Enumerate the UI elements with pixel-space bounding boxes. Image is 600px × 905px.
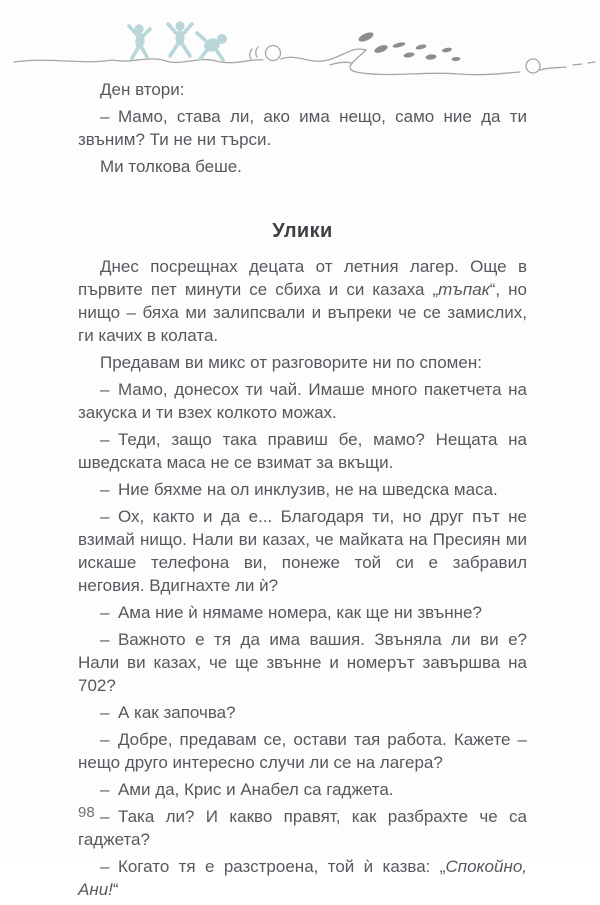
page-number: 98 [78,804,95,821]
text-run: “ [112,880,119,899]
text-run: – Ох, както и да е... Благодаря ти, но друг път не взимай нищо. Нали ви казах, че майката на Пресиян ми искаше телефона ви, понеже той си е забравил неговия. Вдигнахте ли ѝ? [78,507,527,595]
dialogue-paragraph [78,805,527,851]
dialogue-paragraph [78,701,527,724]
dialogue-paragraph [78,378,527,424]
text-run: – Когато тя е разстроена, той ѝ казва: „ [100,857,446,876]
squiggle-line [14,46,595,75]
text-run: – Така ли? И какво правят, как разбрахте че са гаджета? [78,807,527,849]
dialogue-paragraph [78,505,527,597]
jumping-children-icon [129,21,227,60]
jumping-child-icon [129,24,150,58]
dialogue-paragraph [78,428,527,474]
paragraph [78,78,527,101]
dialogue-paragraph [78,778,527,801]
story-text [78,78,527,905]
footprints-icon [357,30,460,61]
jumping-child-icon [168,21,192,56]
section-title: Улики [272,220,333,242]
text-run: – Ние бяхме на ол инклузив, не на шведска маса. [100,480,498,499]
dialogue-paragraph [78,601,527,624]
text-run: – Добре, предавам се, остави тая работа. Кажете – нещо друго интересно случи ли се на лагера? [78,730,527,772]
dialogue-paragraph [78,728,527,774]
text-run: – Ами да, Крис и Анабел са гаджета. [100,780,394,799]
italic-run: Спокойно, Ани! [78,857,527,899]
dialogue-paragraph [78,478,527,501]
jumping-child-icon [197,33,227,60]
dialogue-paragraph [78,105,527,151]
header-decoration [0,16,600,78]
text-run: – Важното е тя да има вашия. Звъняла ли ви е? Нали ви казах, че ще звънне и номерът завършва на 702? [78,630,527,695]
loop-circle-icon [526,59,540,73]
text-run: Ми толкова беше. [100,157,242,176]
text-run: – Мамо, донесох ти чай. Имаше много пакетчета на закуска и ти взех колкото можах. [78,380,527,422]
dialogue-paragraph [78,628,527,697]
text-run: “, но нищо – бяха ми залипсвали и въпреки че се замислих, ги качих в колата. [78,280,528,345]
text-run: – А как започва? [100,703,236,722]
text-run: – Ама ние ѝ нямаме номера, как ще ни звънне? [100,603,482,622]
loop-circle-icon [266,46,281,61]
paragraph [78,351,527,374]
italic-run: тъпак [438,280,490,299]
paragraph [78,155,527,178]
text-run: – Теди, защо така правиш бе, мамо? Нещата на шведската маса не се взимат за вкъщи. [78,430,527,472]
text-run: Предавам ви микс от разговорите ни по спомен: [100,353,482,372]
text-run: – Мамо, става ли, ако има нещо, само ние да ти звъним? Ти не ни търси. [78,107,527,149]
text-run: Ден втори: [100,80,185,99]
text-run: Днес посрещнах децата от летния лагер. Още в първите пет минути се сбиха и си казаха „ [78,257,527,299]
paragraph [78,255,527,347]
dialogue-paragraph [78,855,527,901]
